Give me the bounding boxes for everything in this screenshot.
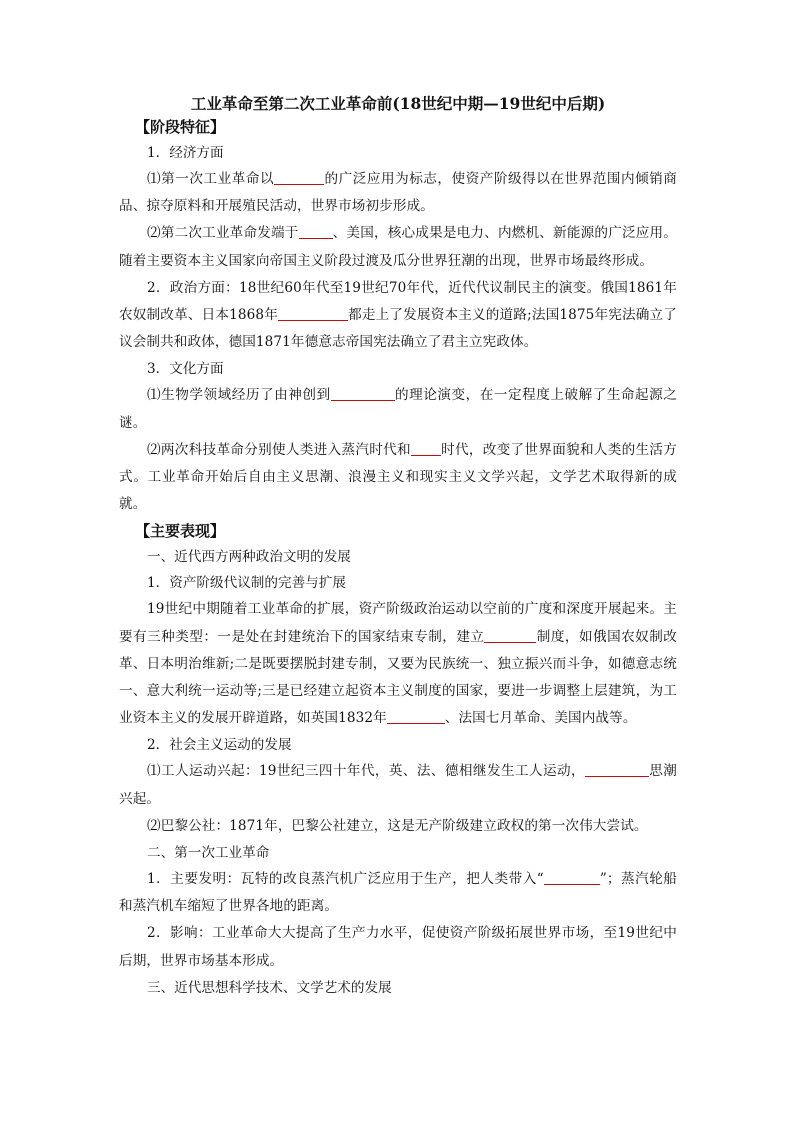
part1-subtitle-2: 2．社会主义运动的发展: [147, 737, 292, 754]
econ-title: 1．经济方面: [147, 145, 224, 161]
text-span: 思潮兴起。: [119, 763, 677, 807]
text-span: 的理论演变，在一定程度上破解了生命起源之谜。: [119, 387, 677, 431]
fill-blank[interactable]: [331, 386, 395, 401]
text-span: ⑴第一次工业革命以: [147, 171, 275, 187]
part1-title: 一、近代西方两种政治文明的发展: [147, 549, 351, 566]
culture-paragraph-1: [119, 382, 677, 436]
politics-paragraph: [119, 275, 677, 357]
text-span: 时代，改变了世界面貌和人类的生活方式。工业革命开始后自由主义思潮、浪漫主义和现实主义文学兴起，文学艺术取得新的成就。: [119, 441, 677, 513]
part1-paragraph-1: [119, 596, 677, 732]
fill-blank[interactable]: [278, 306, 348, 321]
text-span: ⑴生物学领域经历了由神创到: [147, 387, 331, 404]
fill-blank[interactable]: [411, 441, 441, 456]
document-page: [119, 94, 677, 1001]
text-span: 2．政治方面：18世纪60年代至19世纪70年代，近代代议制民主的演变。俄国1861年农奴制改革、日本1868年: [119, 279, 677, 324]
main-heading: 【主要表现】: [135, 522, 226, 541]
text-span: 19世纪中期随着工业革命的扩展，资产阶级政治运动以空前的广度和深度开展起来。主要有三种类型：一是处在封建统治下的国家结束专制，建立: [119, 601, 677, 645]
text-span: ⑵第二次工业革命发端于: [147, 225, 299, 242]
part1-subtitle-1: 1．资产阶级代议制的完善与扩展: [147, 575, 346, 592]
econ-paragraph-2: [119, 220, 677, 274]
fill-blank[interactable]: [585, 762, 649, 777]
text-span: 制度，如俄国农奴制改革、日本明治维新;二是既要摆脱封建专制，又要为民族统一、独立振兴而斗争，如德意志统一、意大利统一运动等;三是已经建立起资本主义制度的国家，要进一步调整上层建筑，为工业资本主义的发展开辟道路，如英国1832年: [119, 628, 677, 727]
part2-title: 二、第一次工业革命: [147, 845, 270, 862]
paris-commune-paragraph: ⑵巴黎公社：1871年，巴黎公社建立，这是无产阶级建立政权的第一次伟大尝试。: [147, 817, 648, 834]
text-span: 、美国，核心成果是电力、内燃机、新能源的广泛应用。随着主要资本主义国家向帝国主义阶段过渡及瓜分世界狂潮的出现，世界市场最终形成。: [119, 225, 677, 269]
text-span: ⑴工人运动兴起：19世纪三四十年代，英、法、德相继发生工人运动，: [147, 763, 585, 780]
impact-paragraph: 2．影响：工业革命大大提高了生产力水平，促使资产阶级拓展世界市场，至19世纪中后期，世界市场基本形成。: [119, 925, 677, 969]
fill-blank[interactable]: [274, 170, 324, 185]
fill-blank[interactable]: [387, 709, 445, 724]
page-title: 工业革命至第二次工业革命前(18世纪中期—19世纪中后期): [190, 94, 606, 113]
inventions-paragraph: [119, 866, 677, 920]
text-span: ⑵两次科技革命分别使人类进入蒸汽时代和: [147, 441, 411, 458]
text-span: 的广泛应用为标志，使资产阶级得以在世界范围内倾销商品、掠夺原料和开展殖民活动，世界市场初步形成。: [119, 171, 677, 215]
text-span: 1．主要发明：瓦特的改良蒸汽机广泛应用于生产，把人类带入“: [147, 871, 544, 888]
fill-blank[interactable]: [299, 224, 333, 239]
text-span: 都走上了发展资本主义的道路;法国1875年宪法确立了议会制共和政体，德国1871年德意志帝国宪法确立了君主立宪政体。: [119, 307, 677, 351]
culture-title: 3．文化方面: [147, 361, 224, 378]
text-span: 、法国七月革命、美国内战等。: [444, 710, 637, 727]
culture-paragraph-2: [119, 437, 677, 519]
fill-blank[interactable]: [484, 628, 536, 643]
text-span: ”；蒸汽轮船和蒸汽机车缩短了世界各地的距离。: [119, 871, 677, 915]
stage-heading: 【阶段特征】: [135, 118, 226, 136]
econ-paragraph-1: [119, 166, 677, 220]
workers-movement-paragraph: [119, 758, 677, 812]
fill-blank[interactable]: [544, 870, 600, 885]
part3-title: 三、近代思想科学技术、文学艺术的发展: [147, 979, 392, 996]
